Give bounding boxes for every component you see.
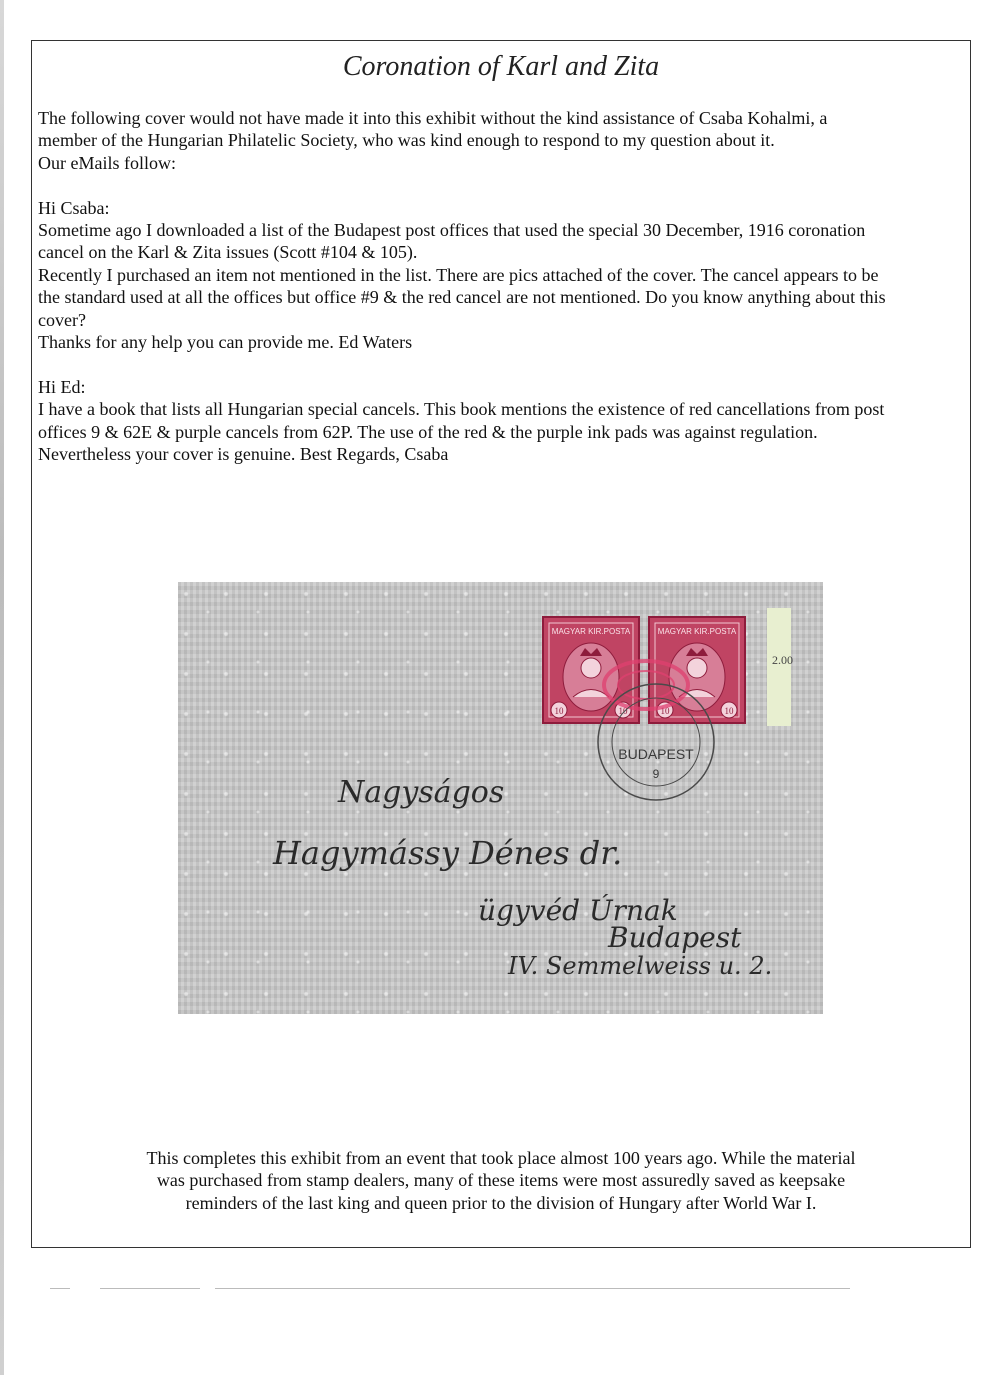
closing-line: was purchased from stamp dealers, many of these items were most assuredly saved as keepsake (156, 1170, 846, 1191)
address-line: IV. Semmelweiss u. 2. (508, 952, 773, 980)
closing-line: This completes this exhibit from an event that took place almost 100 years ago. While the material (146, 1148, 856, 1168)
price-note: 2.00 (772, 653, 793, 667)
cover-illustration (178, 582, 823, 1014)
email-text-block (38, 107, 964, 465)
address-line: Budapest (608, 921, 742, 954)
email2-greeting: Hi Ed: (38, 376, 86, 397)
intro-line: member of the Hungarian Philatelic Society, who was kind enough to respond to my question about it. (38, 130, 775, 151)
scan-edge (0, 0, 4, 1375)
handwritten-address (272, 775, 772, 980)
stamp-header: MAGYAR KIR.POSTA (551, 627, 631, 636)
email1-line: cancel on the Karl & Zita issues (Scott #104 & 105). (38, 242, 418, 263)
stamp-value: 10 (660, 706, 670, 716)
closing-paragraph (92, 1147, 910, 1214)
page-title: Coronation of Karl and Zita (342, 51, 660, 82)
address-line: ügyvéd Úrnak (478, 894, 678, 927)
stamp-header: MAGYAR KIR.POSTA (657, 627, 737, 636)
email1-line: Recently I purchased an item not mentioned in the list. There are pics attached of the cover. The cancel appears to be (38, 264, 879, 285)
footer-rule (215, 1288, 850, 1289)
stamp-value: 10 (618, 706, 628, 716)
email2-line: I have a book that lists all Hungarian special cancels. This book mentions the existence of red cancellations from post (38, 399, 885, 420)
address-line: Nagyságos (338, 775, 505, 810)
footer-rule (50, 1288, 70, 1289)
selvedge-strip (767, 608, 791, 726)
email1-line: cover? (38, 309, 86, 330)
email2-line: Nevertheless your cover is genuine. Best Regards, Csaba (38, 444, 449, 465)
footer-rule (100, 1288, 200, 1289)
exhibit-page-frame (31, 40, 971, 1248)
intro-line: The following cover would not have made it into this exhibit without the kind assistance of Csaba Kohalmi, a (38, 108, 828, 128)
email2-line: offices 9 & 62E & purple cancels from 62P. The use of the red & the purple ink pads was against regulation. (38, 421, 818, 442)
closing-line: reminders of the last king and queen prior to the division of Hungary after World War I. (185, 1192, 817, 1213)
postal-cover-image (178, 582, 823, 1014)
email1-signoff: Thanks for any help you can provide me. Ed Waters (38, 332, 413, 353)
email1-line: the standard used at all the offices but office #9 & the red cancel are not mentioned. Do you know anything about this (38, 287, 886, 308)
email1-line: Sometime ago I downloaded a list of the Budapest post offices that used the special 30 December, 1916 coronation (38, 220, 866, 241)
stamp-value: 10 (554, 706, 564, 716)
postmark-city: BUDAPEST (618, 746, 694, 762)
email1-greeting: Hi Csaba: (38, 197, 110, 218)
address-line: Hagymássy Dénes dr. (273, 834, 623, 872)
postmark-office: 9 (652, 767, 660, 781)
intro-line: Our eMails follow: (38, 152, 176, 173)
stamp-value: 10 (724, 706, 734, 716)
